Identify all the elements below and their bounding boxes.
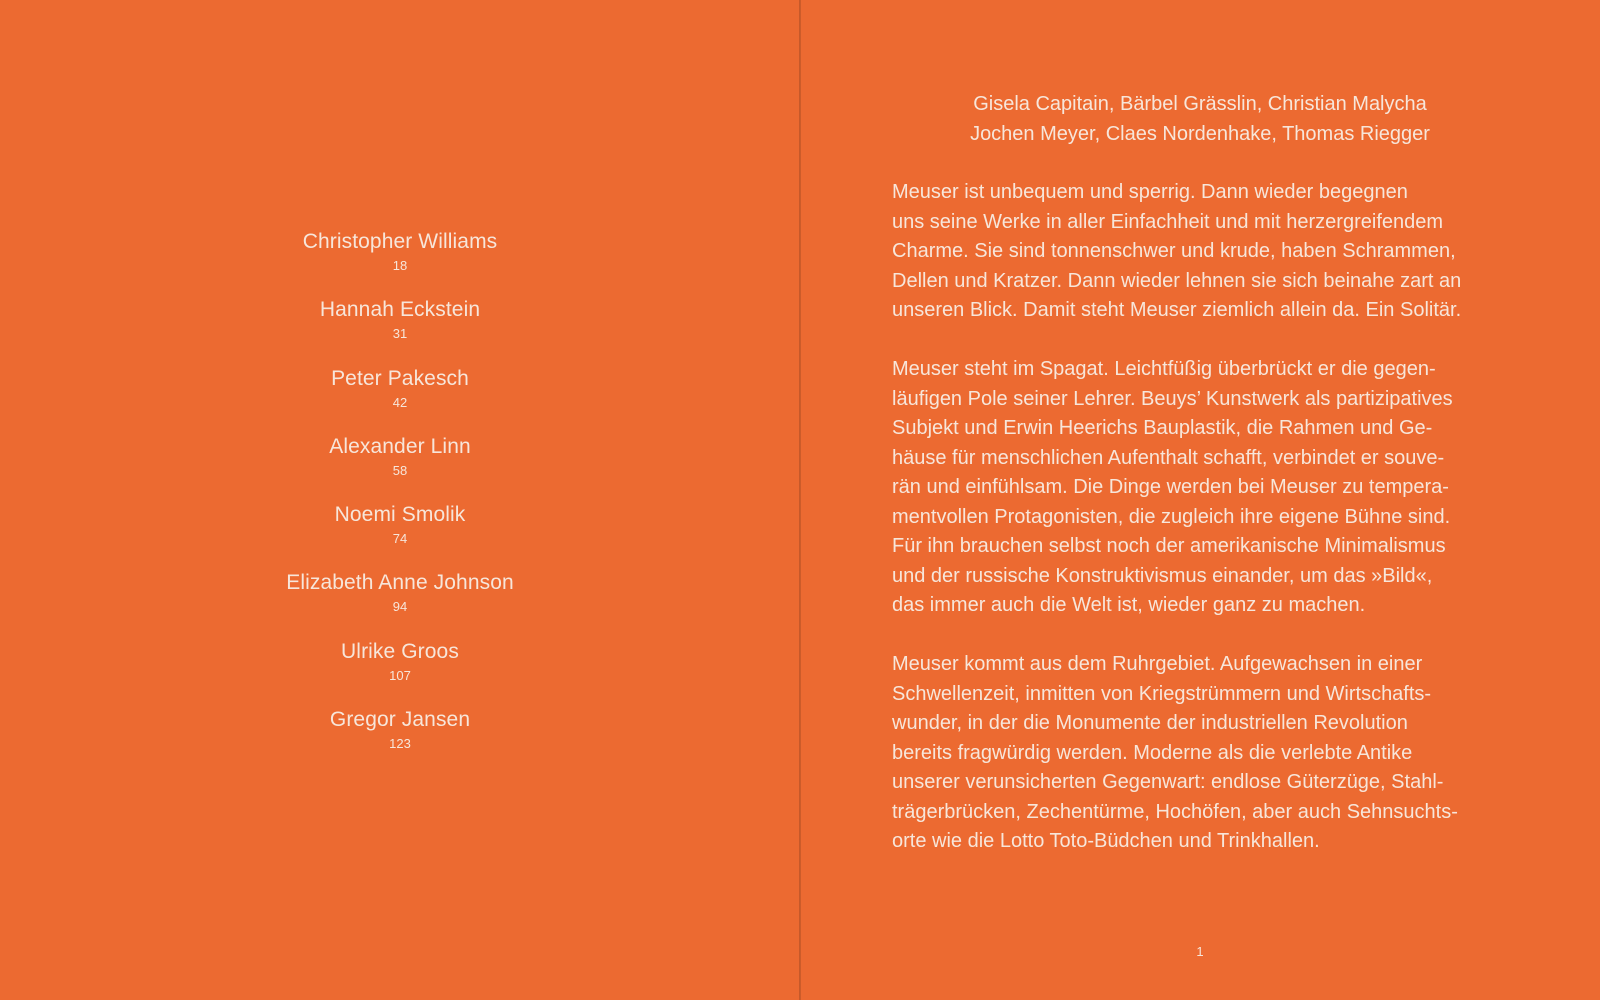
right-page <box>800 0 1600 1000</box>
paragraph <box>892 178 1512 326</box>
text-line: Für ihn brauchen selbst noch der amerikanische Minimalismus <box>892 535 1446 557</box>
toc-author-name: Elizabeth Anne Johnson <box>286 571 514 595</box>
credits-line: Jochen Meyer, Claes Nordenhake, Thomas Riegger <box>970 122 1430 145</box>
text-line: Dellen und Kratzer. Dann wieder lehnen sie sich beinahe zart an <box>892 269 1462 292</box>
table-of-contents <box>200 228 600 774</box>
text-line: rän und einfühlsam. Die Dinge werden bei Meuser zu tempera- <box>892 476 1449 498</box>
toc-entry <box>200 296 600 364</box>
toc-entry <box>200 433 600 501</box>
toc-author-name: Hannah Eckstein <box>319 298 481 322</box>
text-line: bereits fragwürdig werden. Moderne als die verlebte Antike <box>892 741 1413 764</box>
text-line: läufigen Pole seiner Lehrer. Beuys’ Kunstwerk als partizipatives <box>892 387 1453 410</box>
text-line: orte wie die Lotto Toto-Büdchen und Trinkhallen. <box>892 830 1320 852</box>
text-line: unseren Blick. Damit steht Meuser ziemlich allein da. Ein Solitär. <box>892 299 1462 321</box>
text-line: Meuser kommt aus dem Ruhrgebiet. Aufgewachsen in einer <box>892 653 1423 675</box>
toc-entry <box>200 501 600 569</box>
text-line: Meuser ist unbequem und sperrig. Dann wieder begegnen <box>892 181 1408 203</box>
toc-page-number: 18 <box>392 258 408 273</box>
text-line: wunder, in der die Monumente der industriellen Revolution <box>892 712 1408 734</box>
text-line: Subjekt und Erwin Heerichs Bauplastik, die Rahmen und Ge- <box>892 417 1433 439</box>
toc-page-number: 107 <box>389 667 411 683</box>
text-line: Charme. Sie sind tonnenschwer und krude, haben Schrammen, <box>892 240 1456 262</box>
toc-author-name: Ulrike Groos <box>341 639 459 663</box>
toc-entry <box>200 638 600 706</box>
toc-entry <box>200 365 600 433</box>
toc-page-number: 58 <box>392 462 408 478</box>
toc-page-number: 42 <box>392 394 408 410</box>
toc-entry <box>200 569 600 637</box>
text-line: Schwellenzeit, inmitten von Kriegstrümmern und Wirtschafts- <box>892 682 1432 705</box>
text-line: Meuser steht im Spagat. Leichtfüßig überbrückt er die gegen- <box>892 358 1436 380</box>
toc-page-number: 123 <box>389 736 411 752</box>
text-line: mentvollen Protagonisten, die zugleich ihre eigene Bühne sind. <box>892 505 1451 528</box>
paragraph <box>892 355 1512 621</box>
text-line: unserer verunsicherten Gegenwart: endlose Güterzüge, Stahl- <box>892 771 1444 793</box>
toc-entry <box>200 228 600 296</box>
toc-entry <box>200 706 600 774</box>
text-line: und der russische Konstruktivismus einander, um das »Bild«, <box>892 564 1433 587</box>
toc-author-name: Gregor Jansen <box>329 708 471 732</box>
toc-author-name: Alexander Linn <box>329 434 471 458</box>
page-number: 1 <box>1196 944 1204 959</box>
toc-author-name: Noemi Smolik <box>334 503 466 527</box>
toc-author-name: Christopher Williams <box>302 230 498 253</box>
text-line: das immer auch die Welt ist, wieder ganz zu machen. <box>892 594 1366 616</box>
credits-line: Gisela Capitain, Bärbel Grässlin, Christian Malycha <box>973 93 1427 115</box>
text-line: häuse für menschlichen Aufenthalt schafft, verbindet er souve- <box>892 446 1445 469</box>
toc-author-name: Peter Pakesch <box>331 366 469 390</box>
credits-block <box>800 90 1600 149</box>
toc-page-number: 74 <box>392 531 408 547</box>
body-text <box>892 178 1512 886</box>
text-line: uns seine Werke in aller Einfachheit und mit herzergreifendem <box>892 210 1444 233</box>
paragraph <box>892 650 1512 857</box>
text-line: trägerbrücken, Zechentürme, Hochöfen, aber auch Sehnsuchts- <box>892 800 1458 823</box>
toc-page-number: 31 <box>392 326 408 342</box>
toc-page-number: 94 <box>392 599 408 615</box>
